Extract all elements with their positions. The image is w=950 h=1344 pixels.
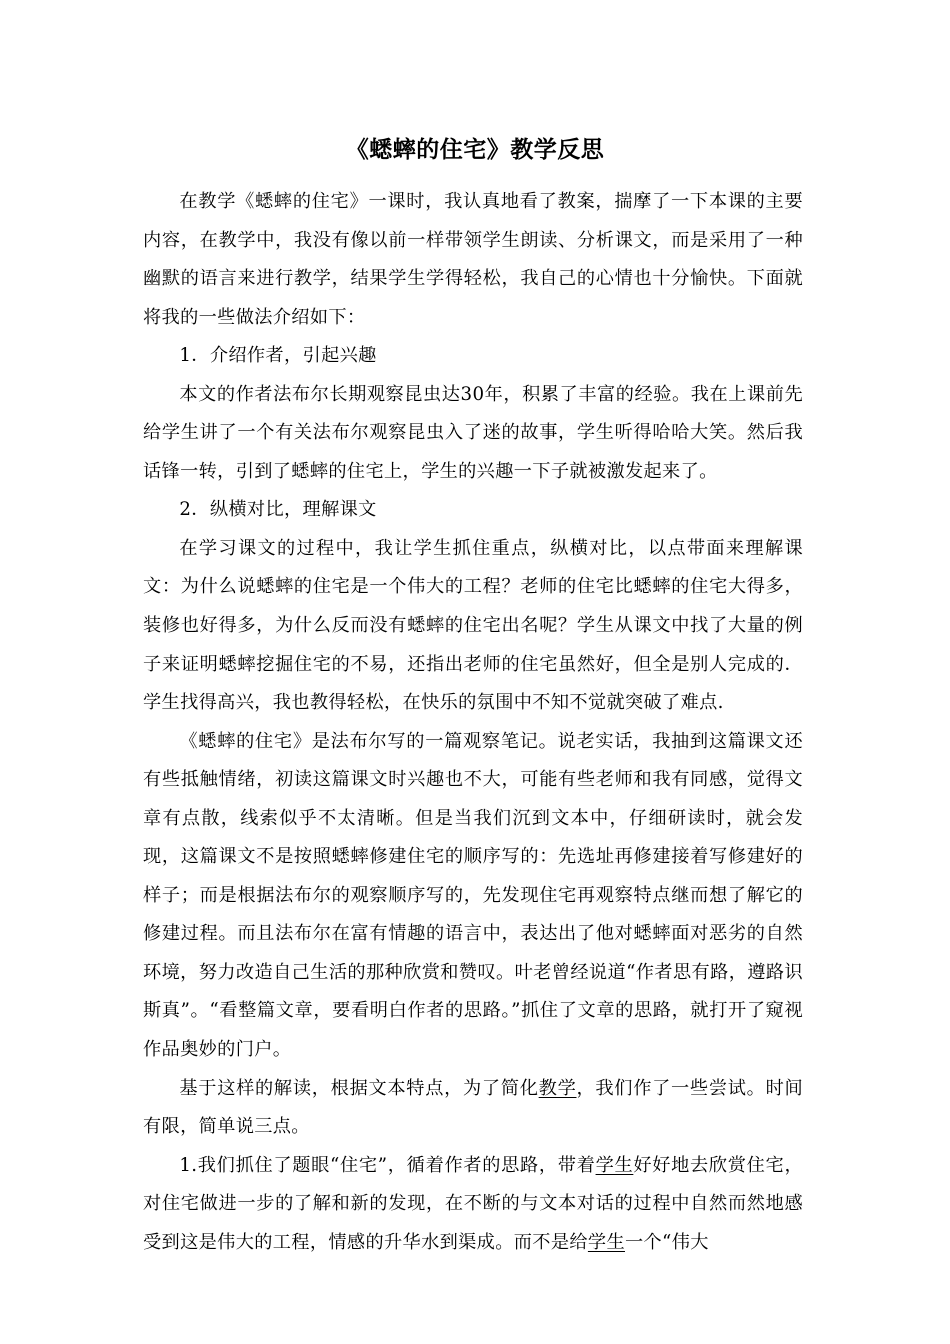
paragraph-section-2: 在学习课文的过程中，我让学生抓住重点，纵横对比，以点带面来理解课文：为什么说蟋蟀的住宅是一个伟大的工程？老师的住宅比蟋蟀的住宅大得多，装修也好得多，为什么反而没有蟋蟀的住宅出名呢？学生从课文中找了大量的例子来证明蟋蟀挖掘住宅的不易，还指出老师的住宅虽然好，但全是别人完成的．学生找得高兴，我也教得轻松，在快乐的氛围中不知不觉就突破了难点.: [143, 537, 803, 714]
link-student-2[interactable]: 学生: [587, 1231, 625, 1253]
text-segment: 一个“伟大: [624, 1231, 709, 1253]
document-title: 《蟋蟀的住宅》教学反思: [345, 137, 605, 163]
paragraph-intro: 在教学《蟋蟀的住宅》一课时，我认真地看了教案，揣摩了一下本课的主要内容，在教学中，我没有像以前一样带领学生朗读、分析课文，而是采用了一种幽默的语言来进行教学，结果学生学得轻松，我自己的心情也十分愉快。下面就将我的一些做法介绍如下：: [143, 191, 803, 328]
paragraph-reflection: 《蟋蟀的住宅》是法布尔写的一篇观察笔记。说老实话，我抽到这篇课文还有些抵触情绪，初读这篇课文时兴趣也不大，可能有些老师和我有同感，觉得文章有点散，线索似乎不太清晰。但是当我们沉到文本中，仔细研读时，就会发现，这篇课文不是按照蟋蟀修建住宅的顺序写的：先选址再修建接着写修建好的样子；而是根据法布尔的观察顺序写的，先发现住宅再观察特点继而想了解它的修建过程。而且法布尔在富有情趣的语言中，表达出了他对蟋蟀面对恶劣的自然环境，努力改造自己生活的那种欣赏和赞叹。叶老曾经说道“作者思有路，遵路识斯真”。“看整篇文章，要看明白作者的思路。”抓住了文章的思路，就打开了窥视作品奥妙的门户。: [143, 730, 803, 1061]
section-heading-2: 2．纵横对比，理解课文: [179, 499, 377, 521]
text-segment: 基于这样的解读，根据文本特点，为了简化: [179, 1077, 539, 1099]
section-heading-1: 1．介绍作者，引起兴趣: [179, 345, 377, 367]
text-segment: ，我们作了一些尝试。时间有限，简单说三点。: [143, 1077, 804, 1138]
paragraph-section-1: 本文的作者法布尔长期观察昆虫达30年，积累了丰富的经验。我在上课前先给学生讲了一个有关法布尔观察昆虫入了迷的故事，学生听得哈哈大笑。然后我话锋一转，引到了蟋蟀的住宅上，学生的兴趣一下子就被激发起来了。: [143, 383, 803, 482]
paragraph-point-1: [143, 1147, 803, 1263]
text-segment: 好好地去欣赏住宅，对住宅做进一步的了解和新的发现，在不断的与文本对话的过程中自然而然地感受到这是伟大的工程，情感的升华水到渠成。而不是给: [143, 1154, 803, 1253]
text-segment: 1.我们抓住了题眼“住宅”，循着作者的思路，带着: [179, 1154, 596, 1176]
link-teaching[interactable]: 教学: [538, 1077, 577, 1099]
paragraph-attempts: [143, 1070, 803, 1147]
document-body: [143, 183, 803, 1262]
link-student[interactable]: 学生: [595, 1154, 634, 1176]
